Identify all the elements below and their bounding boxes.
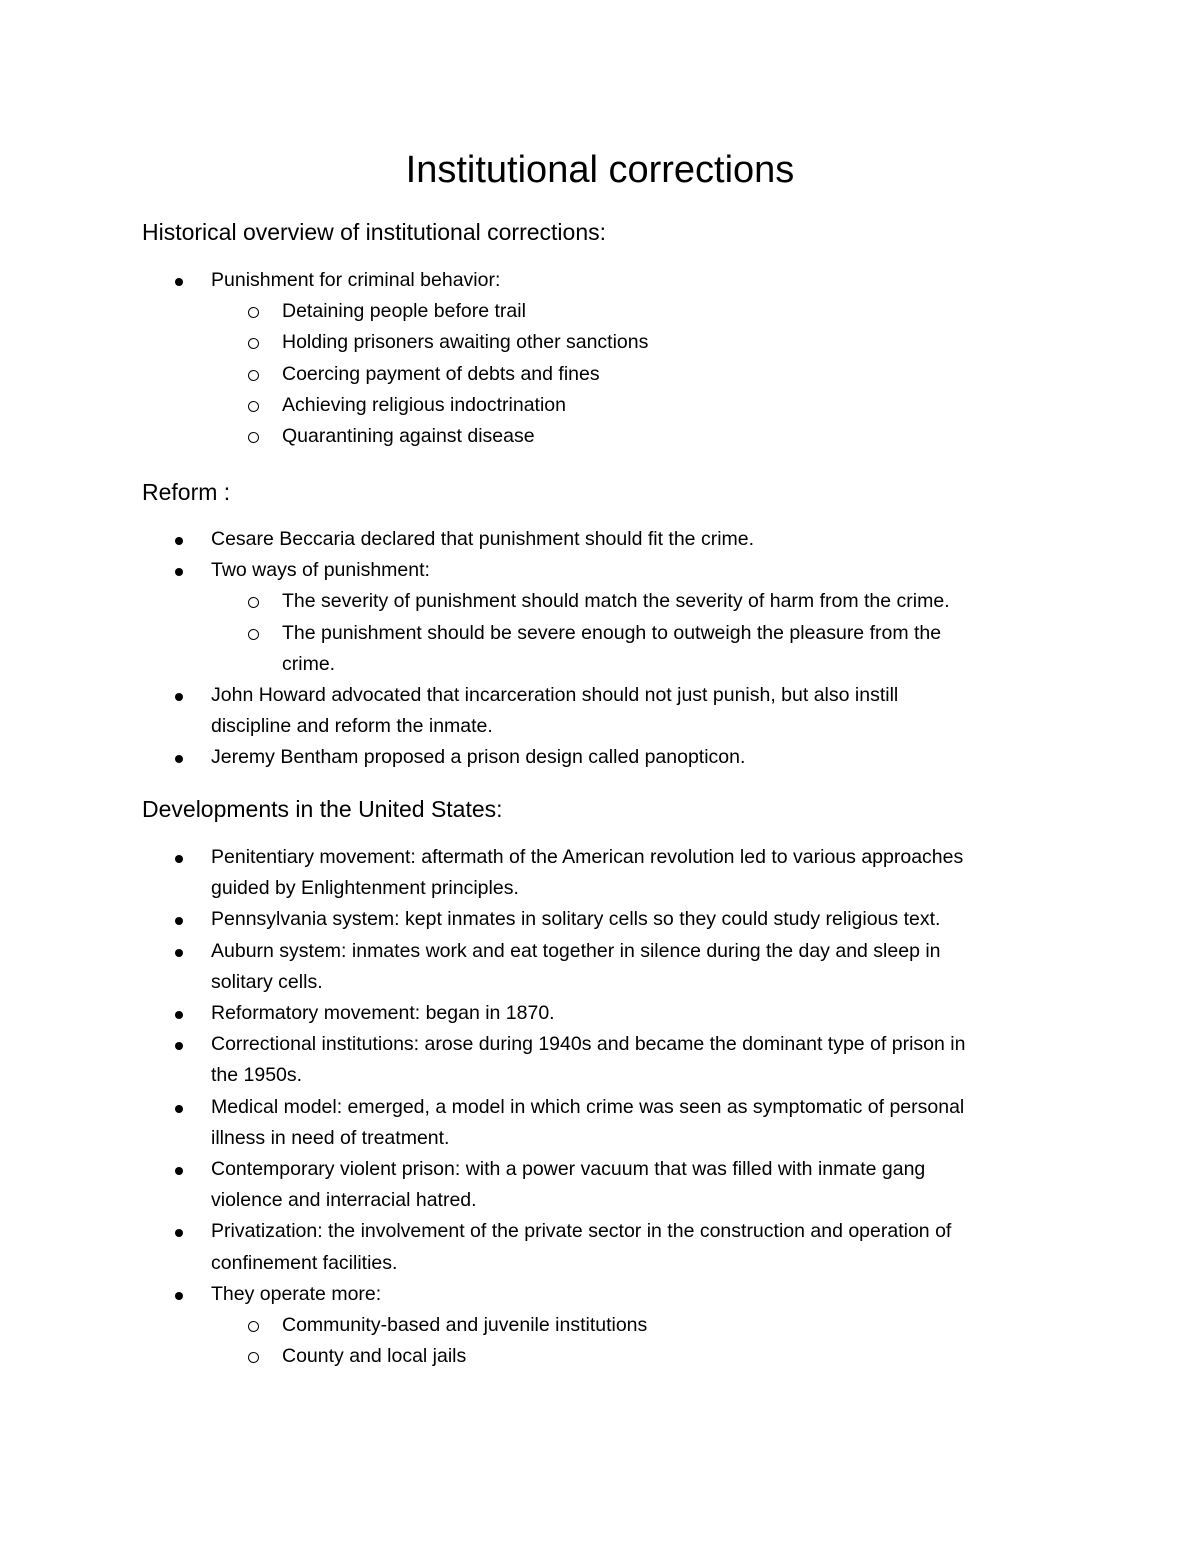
bullet-icon — [175, 949, 183, 957]
list-item: Jeremy Bentham proposed a prison design called panopticon. — [0, 742, 950, 773]
sub-list-item: Coercing payment of debts and fines — [0, 359, 648, 390]
list-item: Two ways of punishment: — [0, 555, 950, 586]
sub-list-item: Holding prisoners awaiting other sanctions — [0, 327, 648, 358]
page-title: Institutional corrections — [405, 149, 795, 191]
sub-list-item: The punishment should be severe enough to outweigh the pleasure from the crime. — [0, 618, 950, 680]
circle-bullet-icon — [248, 597, 259, 608]
sub-list-item: Quarantining against disease — [0, 421, 648, 452]
bullet-icon — [175, 1167, 183, 1175]
historical-list — [0, 265, 648, 452]
list-item: Reformatory movement: began in 1870. — [0, 998, 965, 1029]
bullet-icon — [175, 1229, 183, 1237]
bullet-icon — [175, 1292, 183, 1300]
bullet-icon — [175, 278, 183, 286]
circle-bullet-icon — [248, 432, 259, 443]
circle-bullet-icon — [248, 1352, 259, 1363]
circle-bullet-icon — [248, 629, 259, 640]
list-item: Correctional institutions: arose during 1940s and became the dominant type of prison in the 1950s. — [0, 1029, 965, 1091]
bullet-icon — [175, 537, 183, 545]
bullet-icon — [175, 917, 183, 925]
list-item: Cesare Beccaria declared that punishment should fit the crime. — [0, 524, 950, 555]
list-item: They operate more: — [0, 1279, 965, 1310]
list-item: Medical model: emerged, a model in which crime was seen as symptomatic of personal illness in need of treatment. — [0, 1092, 965, 1154]
bullet-icon — [175, 1042, 183, 1050]
circle-bullet-icon — [248, 401, 259, 412]
circle-bullet-icon — [248, 1321, 259, 1332]
circle-bullet-icon — [248, 307, 259, 318]
list-item: John Howard advocated that incarceration should not just punish, but also instill discipline and reform the inmate. — [0, 680, 950, 742]
section-heading-developments: Developments in the United States: — [142, 796, 503, 822]
sub-list-item: The severity of punishment should match the severity of harm from the crime. — [0, 586, 950, 617]
developments-list — [0, 842, 965, 1372]
circle-bullet-icon — [248, 370, 259, 381]
section-heading-historical: Historical overview of institutional corrections: — [142, 219, 607, 245]
sub-list-item: Detaining people before trail — [0, 296, 648, 327]
circle-bullet-icon — [248, 338, 259, 349]
list-item: Punishment for criminal behavior: — [0, 265, 648, 296]
list-item: Pennsylvania system: kept inmates in solitary cells so they could study religious text. — [0, 904, 965, 935]
list-item: Penitentiary movement: aftermath of the American revolution led to various approaches guided by Enlightenment principles. — [0, 842, 965, 904]
sub-list-item: Community-based and juvenile institutions — [0, 1310, 965, 1341]
bullet-icon — [175, 1105, 183, 1113]
section-heading-reform: Reform : — [142, 479, 231, 505]
bullet-icon — [175, 568, 183, 576]
bullet-icon — [175, 855, 183, 863]
list-item: Privatization: the involvement of the private sector in the construction and operation of confinement facilities. — [0, 1216, 965, 1278]
bullet-icon — [175, 755, 183, 763]
reform-list — [0, 524, 950, 774]
bullet-icon — [175, 693, 183, 701]
bullet-icon — [175, 1011, 183, 1019]
list-item: Auburn system: inmates work and eat together in silence during the day and sleep in solitary cells. — [0, 936, 965, 998]
sub-list-item: Achieving religious indoctrination — [0, 390, 648, 421]
sub-list-item: County and local jails — [0, 1341, 965, 1372]
list-item: Contemporary violent prison: with a power vacuum that was filled with inmate gang violence and interracial hatred. — [0, 1154, 965, 1216]
